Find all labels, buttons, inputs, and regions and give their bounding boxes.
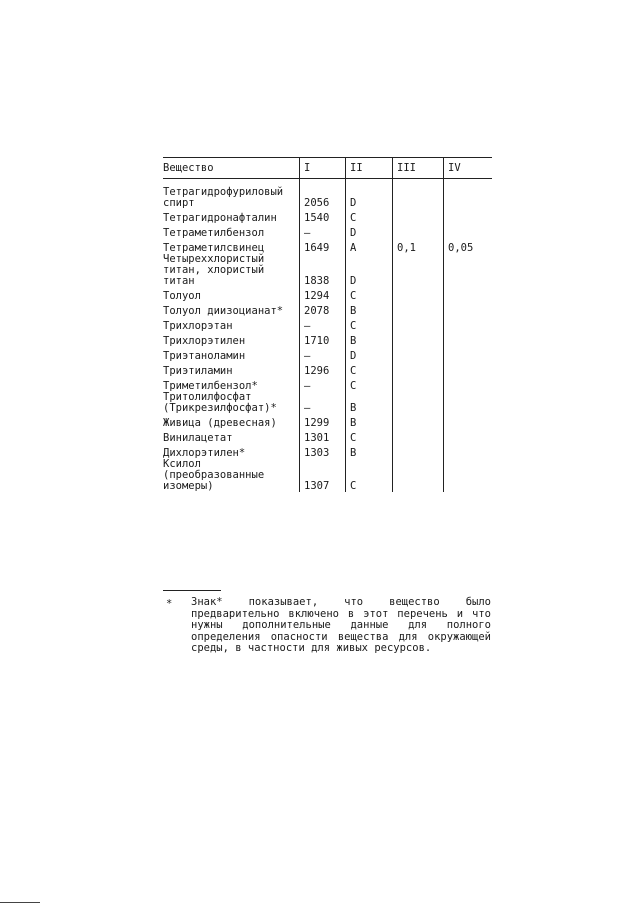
col-3-cell <box>393 287 444 302</box>
col-2-cell: C <box>346 287 393 302</box>
table-row <box>163 377 492 392</box>
col-4-cell <box>444 254 493 287</box>
col-4-cell <box>444 347 493 362</box>
col-3-cell <box>393 429 444 444</box>
col-2-cell: B <box>346 414 393 429</box>
table-row <box>163 429 492 444</box>
table-row <box>163 392 492 414</box>
footnote-mark: * <box>166 598 173 610</box>
table-row <box>163 302 492 317</box>
table-row <box>163 254 492 287</box>
table-row <box>163 317 492 332</box>
col-3-cell <box>393 347 444 362</box>
col-3-cell <box>393 302 444 317</box>
col-3-cell <box>393 254 444 287</box>
col-3-cell <box>393 332 444 347</box>
table-row <box>163 444 492 459</box>
col-2-cell: B <box>346 332 393 347</box>
col-2-cell: D <box>346 179 393 210</box>
col-2-cell: B <box>346 302 393 317</box>
header-col-1: I <box>300 158 346 179</box>
col-1-cell: 1303 <box>300 444 346 459</box>
substance-name-cell: Триметилбензол* <box>163 380 258 392</box>
header-col-2: II <box>346 158 393 179</box>
table-row <box>163 209 492 224</box>
col-4-cell <box>444 209 493 224</box>
table-row <box>163 414 492 429</box>
header-col-4: IV <box>444 158 493 179</box>
substance-name-cell: Тетраметилсвинец <box>163 242 265 254</box>
col-1-cell: 1307 <box>300 459 346 492</box>
col-3-cell: 0,1 <box>393 239 444 254</box>
col-1-cell: 1299 <box>300 414 346 429</box>
table-row <box>163 239 492 254</box>
col-4-cell <box>444 317 493 332</box>
table-row <box>163 224 492 239</box>
col-4-cell <box>444 362 493 377</box>
substance-name-cell: Триэтиламин <box>163 365 233 377</box>
substance-name-cell: Тритолилфосфат (Трикрезилфосфат)* <box>163 391 277 414</box>
col-4-cell <box>444 377 493 392</box>
col-2-cell: C <box>346 362 393 377</box>
col-3-cell <box>393 377 444 392</box>
col-1-cell: 1296 <box>300 362 346 377</box>
substance-name-cell: Четыреххлористый титан, хлористый титан <box>163 253 265 287</box>
table-header-row <box>163 158 492 179</box>
col-3-cell <box>393 317 444 332</box>
col-4-cell <box>444 224 493 239</box>
col-3-cell <box>393 444 444 459</box>
page-edge-line <box>0 902 40 903</box>
col-2-cell: B <box>346 444 393 459</box>
col-1-cell: 1710 <box>300 332 346 347</box>
footnote-text: Знак* показывает, что вещество было предварительно включено в этот перечень и что нужны дополнительные данные для полного определения опасности вещества для окружающей среды, в частности для живых ресурсов. <box>191 596 491 654</box>
substance-name-cell: Живица (древесная) <box>163 417 277 429</box>
col-3-cell <box>393 414 444 429</box>
col-3-cell <box>393 392 444 414</box>
col-3-cell <box>393 179 444 210</box>
col-2-cell: C <box>346 209 393 224</box>
col-4-cell <box>444 444 493 459</box>
col-2-cell: D <box>346 347 393 362</box>
col-4-cell <box>444 302 493 317</box>
table-row <box>163 347 492 362</box>
col-2-cell: C <box>346 377 393 392</box>
substance-name-cell: Тетраметилбензол <box>163 227 265 239</box>
table-row <box>163 287 492 302</box>
col-3-cell <box>393 209 444 224</box>
col-2-cell: B <box>346 392 393 414</box>
substance-name-cell: Толуол <box>163 290 201 302</box>
col-2-cell: D <box>346 254 393 287</box>
col-2-cell: A <box>346 239 393 254</box>
col-1-cell: 1838 <box>300 254 346 287</box>
col-4-cell <box>444 287 493 302</box>
col-4-cell: 0,05 <box>444 239 493 254</box>
col-1-cell: – <box>300 347 346 362</box>
col-1-cell: – <box>300 224 346 239</box>
substance-name-cell: Трихлорэтан <box>163 320 233 332</box>
table-row <box>163 362 492 377</box>
col-4-cell <box>444 459 493 492</box>
col-3-cell <box>393 459 444 492</box>
substance-name-cell: Тетрагидрофуриловый спирт <box>163 186 284 209</box>
substance-table <box>163 157 492 492</box>
substance-name-cell: Тетрагидронафталин <box>163 212 277 224</box>
col-1-cell: – <box>300 392 346 414</box>
substance-name-cell: Дихлорэтилен* <box>163 447 246 459</box>
col-4-cell <box>444 429 493 444</box>
col-1-cell: 1649 <box>300 239 346 254</box>
substance-name-cell: Винилацетат <box>163 432 233 444</box>
col-1-cell: 1540 <box>300 209 346 224</box>
col-3-cell <box>393 362 444 377</box>
col-1-cell: – <box>300 377 346 392</box>
col-2-cell: C <box>346 429 393 444</box>
table-row <box>163 459 492 492</box>
col-4-cell <box>444 414 493 429</box>
substance-name-cell: Трихлорэтилен <box>163 335 246 347</box>
header-col-3: III <box>393 158 444 179</box>
col-4-cell <box>444 392 493 414</box>
substance-name-cell: Триэтаноламин <box>163 350 246 362</box>
col-4-cell <box>444 332 493 347</box>
col-1-cell: 2078 <box>300 302 346 317</box>
col-3-cell <box>393 224 444 239</box>
col-1-cell: 1301 <box>300 429 346 444</box>
table-body <box>163 179 492 493</box>
col-2-cell: C <box>346 317 393 332</box>
col-4-cell <box>444 179 493 210</box>
table-row <box>163 332 492 347</box>
col-1-cell: 2056 <box>300 179 346 210</box>
footnote-divider <box>163 590 221 591</box>
col-1-cell: 1294 <box>300 287 346 302</box>
substance-name-cell: Толуол диизоцианат* <box>163 305 284 317</box>
substance-name-cell: Ксилол (преобразованные изомеры) <box>163 458 265 492</box>
col-1-cell: – <box>300 317 346 332</box>
col-2-cell: C <box>346 459 393 492</box>
header-substance: Вещество <box>163 158 300 179</box>
col-2-cell: D <box>346 224 393 239</box>
table-row <box>163 179 492 210</box>
